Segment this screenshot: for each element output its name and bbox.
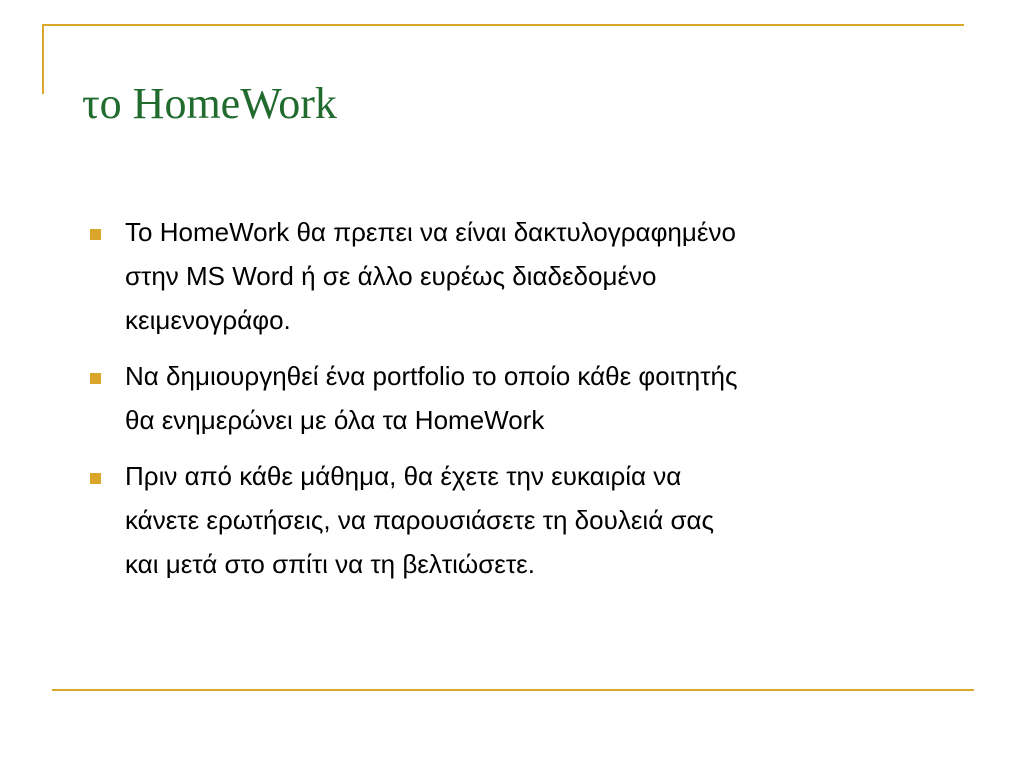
bullet-line: κειμενογράφο. [125,305,291,335]
slide-title: το HomeWork [82,79,337,128]
top-horizontal-rule [42,24,964,26]
bullet-line: στην MS Word ή σε άλλο ευρέως διαδεδομένο [125,261,657,291]
bullet-line: κάνετε ερωτήσεις, να παρουσιάσετε τη δουλειά σας [125,505,715,535]
bullet-list [90,210,950,598]
bullet-line: Το HomeWork θα πρεπει να είναι δακτυλογραφημένο [125,217,736,247]
bullet-line: και μετά στο σπίτι να τη βελτιώσετε. [125,549,535,579]
bullet-item [90,454,950,586]
bullet-item [90,210,950,342]
square-bullet-icon [90,473,101,484]
square-bullet-icon [90,373,101,384]
bullet-line: θα ενημερώνει με όλα τα HomeWork [125,405,545,435]
bottom-horizontal-rule [52,689,974,691]
bullet-line: Πριν από κάθε μάθημα, θα έχετε την ευκαιρία να [125,461,682,491]
bullet-item [90,354,950,442]
top-vertical-rule [42,24,44,94]
square-bullet-icon [90,229,101,240]
bullet-line: Να δημιουργηθεί ένα portfolio το οποίο κάθε φοιτητής [125,361,738,391]
